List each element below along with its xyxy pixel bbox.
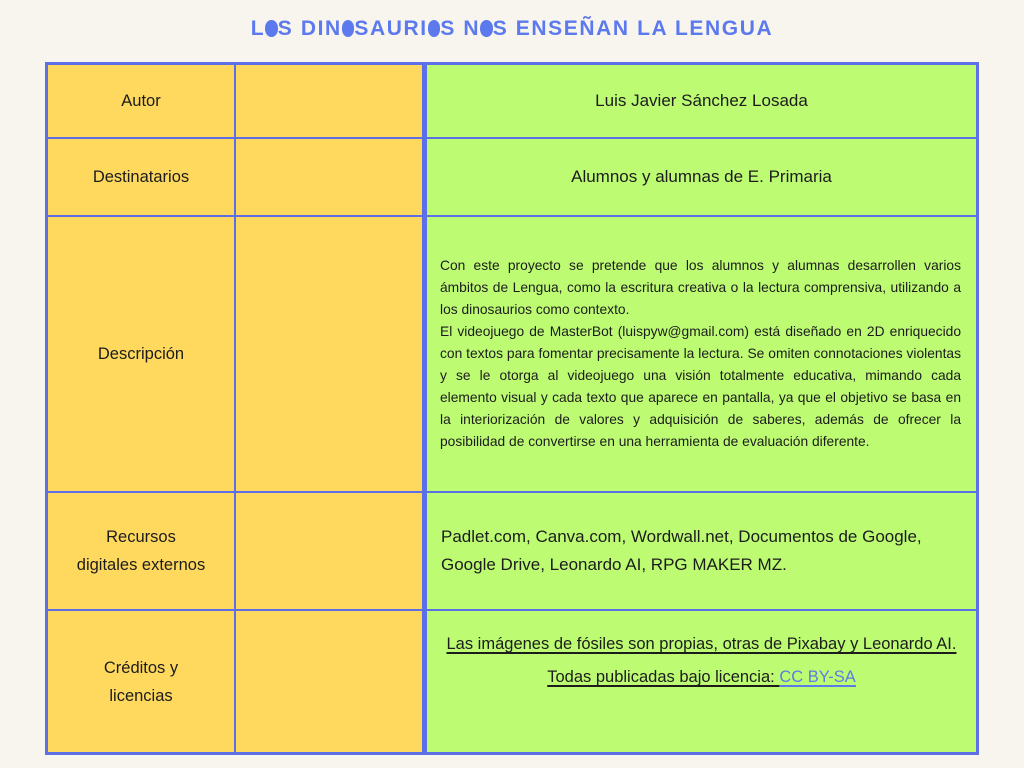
- row-destinatarios-spacer-cell: [236, 139, 422, 215]
- row-creditos-label: Créditos y licencias: [103, 658, 179, 705]
- credits-text: [438, 628, 966, 694]
- page-title: L S DIN SAURI S N S ENSEÑAN LA LENGUA: [250, 17, 774, 40]
- title-o-ball: [265, 20, 278, 36]
- row-recursos-spacer-cell: [236, 493, 422, 609]
- row-destinatarios-label-cell: [48, 139, 234, 215]
- row-destinatarios-label: Destinatarios: [92, 168, 190, 186]
- row-autor-value-cell: [424, 65, 976, 137]
- row-autor-label: Autor: [121, 92, 161, 110]
- credits-prefix: Las imágenes de fósiles son propias, otras de Pixabay y Leonardo AI. Todas publicadas bajo licencia:: [446, 635, 957, 686]
- row-creditos-value-cell: [424, 611, 976, 752]
- row-recursos-label-cell: [48, 493, 234, 609]
- row-autor-spacer-cell: [236, 65, 422, 137]
- row-descripcion-spacer-cell: [236, 217, 422, 491]
- row-descripcion-label: Descripción: [97, 345, 185, 363]
- row-recursos-value: Padlet.com, Canva.com, Wordwall.net, Documentos de Google, Google Drive, Leonardo AI, RPG MAKER MZ.: [441, 527, 922, 574]
- info-table: [45, 62, 979, 755]
- row-recursos-label: Recursos digitales externos: [76, 528, 206, 574]
- row-autor-label-cell: [48, 65, 234, 137]
- row-creditos-label-cell: [48, 611, 234, 752]
- title-o-ball: [428, 20, 441, 36]
- title-o-ball: [342, 20, 355, 36]
- row-creditos-spacer-cell: [236, 611, 422, 752]
- row-destinatarios-value-cell: [424, 139, 976, 215]
- cc-by-sa-link[interactable]: CC BY-SA: [779, 668, 856, 686]
- descripcion-paragraph-2: El videojuego de MasterBot (luispyw@gmail.com) está diseñado en 2D enriquecido con textos para fomentar precisamente la lectura. Se omiten connotaciones violentas y se le otorga al videojuego una visión totalmente educativa, mimando cada elemento visual y cada texto que aparece en pantalla, ya que el objetivo se basa en la interiorización de valores y adquisición de saberes, además de ofrecer la posibilidad de convertirse en una herramienta de evaluación diferente.: [440, 324, 961, 449]
- row-descripcion-value-cell: [424, 217, 976, 491]
- row-destinatarios-value: Alumnos y alumnas de E. Primaria: [571, 167, 832, 186]
- row-descripcion-label-cell: [48, 217, 234, 491]
- row-recursos-value-cell: [424, 493, 976, 609]
- row-autor-value: Luis Javier Sánchez Losada: [595, 91, 808, 110]
- descripcion-paragraph-1: Con este proyecto se pretende que los alumnos y alumnas desarrollen varios ámbitos de Lengua, como la escritura creativa o la lectura comprensiva, utilizando a los dinosaurios como contexto.: [440, 258, 961, 317]
- title-o-ball: [480, 20, 493, 36]
